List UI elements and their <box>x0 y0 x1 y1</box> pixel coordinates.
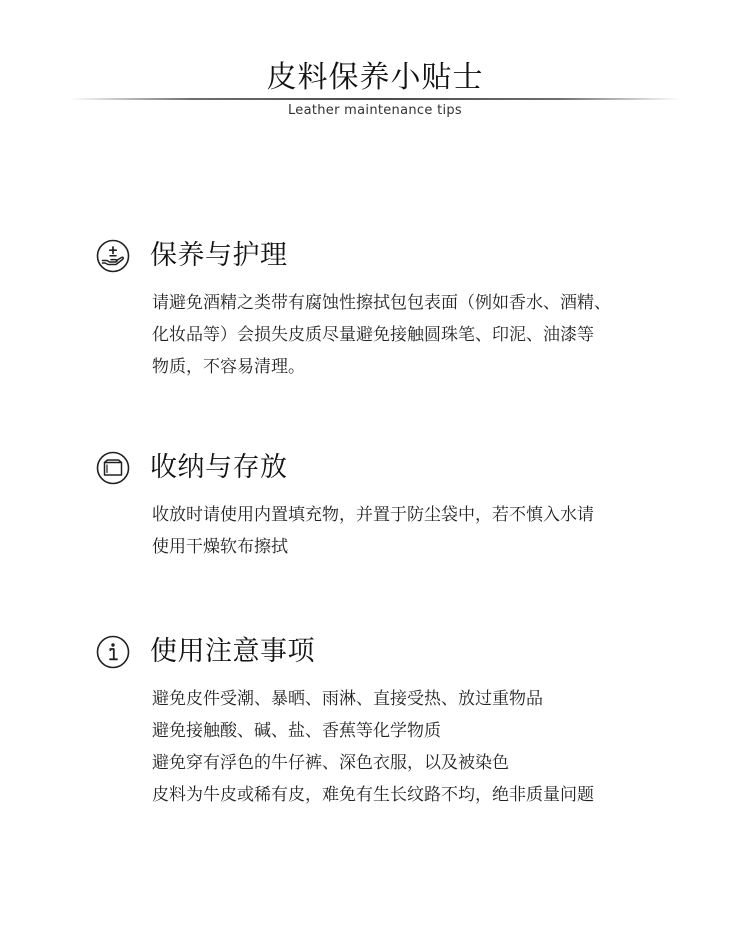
section-body <box>152 683 672 811</box>
section-title: 收纳与存放 <box>150 452 288 483</box>
body-line: 避免穿有浮色的牛仔裤、深色衣服，以及被染色 <box>152 753 509 773</box>
section-body <box>152 287 672 383</box>
body-line: 收放时请使用内置填充物，并置于防尘袋中，若不慎入水请 <box>152 505 594 525</box>
body-line: 皮料为牛皮或稀有皮，难免有生长纹路不均，绝非质量问题 <box>152 785 594 805</box>
body-line: 请避免酒精之类带有腐蚀性擦拭包包表面（例如香水、酒精、 <box>152 293 611 313</box>
body-line: 避免皮件受潮、暴晒、雨淋、直接受热、放过重物品 <box>152 689 543 709</box>
title-divider <box>70 98 680 100</box>
section-body <box>152 499 672 563</box>
page-subtitle: Leather maintenance tips <box>287 103 463 118</box>
storage-box-icon <box>96 451 130 485</box>
section-care-maintenance <box>96 236 696 383</box>
section-title: 保养与护理 <box>150 240 288 271</box>
section-storage <box>96 448 696 563</box>
section-header <box>96 632 696 672</box>
section-header <box>96 236 696 276</box>
body-line: 化妆品等）会损失皮质尽量避免接触圆珠笔、印泥、油漆等 <box>152 325 594 345</box>
section-title: 使用注意事项 <box>150 636 315 667</box>
info-icon <box>96 635 130 669</box>
body-line: 使用干燥软布擦拭 <box>152 537 288 557</box>
page-title: 皮料保养小贴士 <box>266 60 484 95</box>
section-usage-notes <box>96 632 696 811</box>
hand-care-icon <box>96 239 130 273</box>
section-header <box>96 448 696 488</box>
body-line: 避免接触酸、碱、盐、香蕉等化学物质 <box>152 721 441 741</box>
body-line: 物质，不容易清理。 <box>152 357 305 377</box>
